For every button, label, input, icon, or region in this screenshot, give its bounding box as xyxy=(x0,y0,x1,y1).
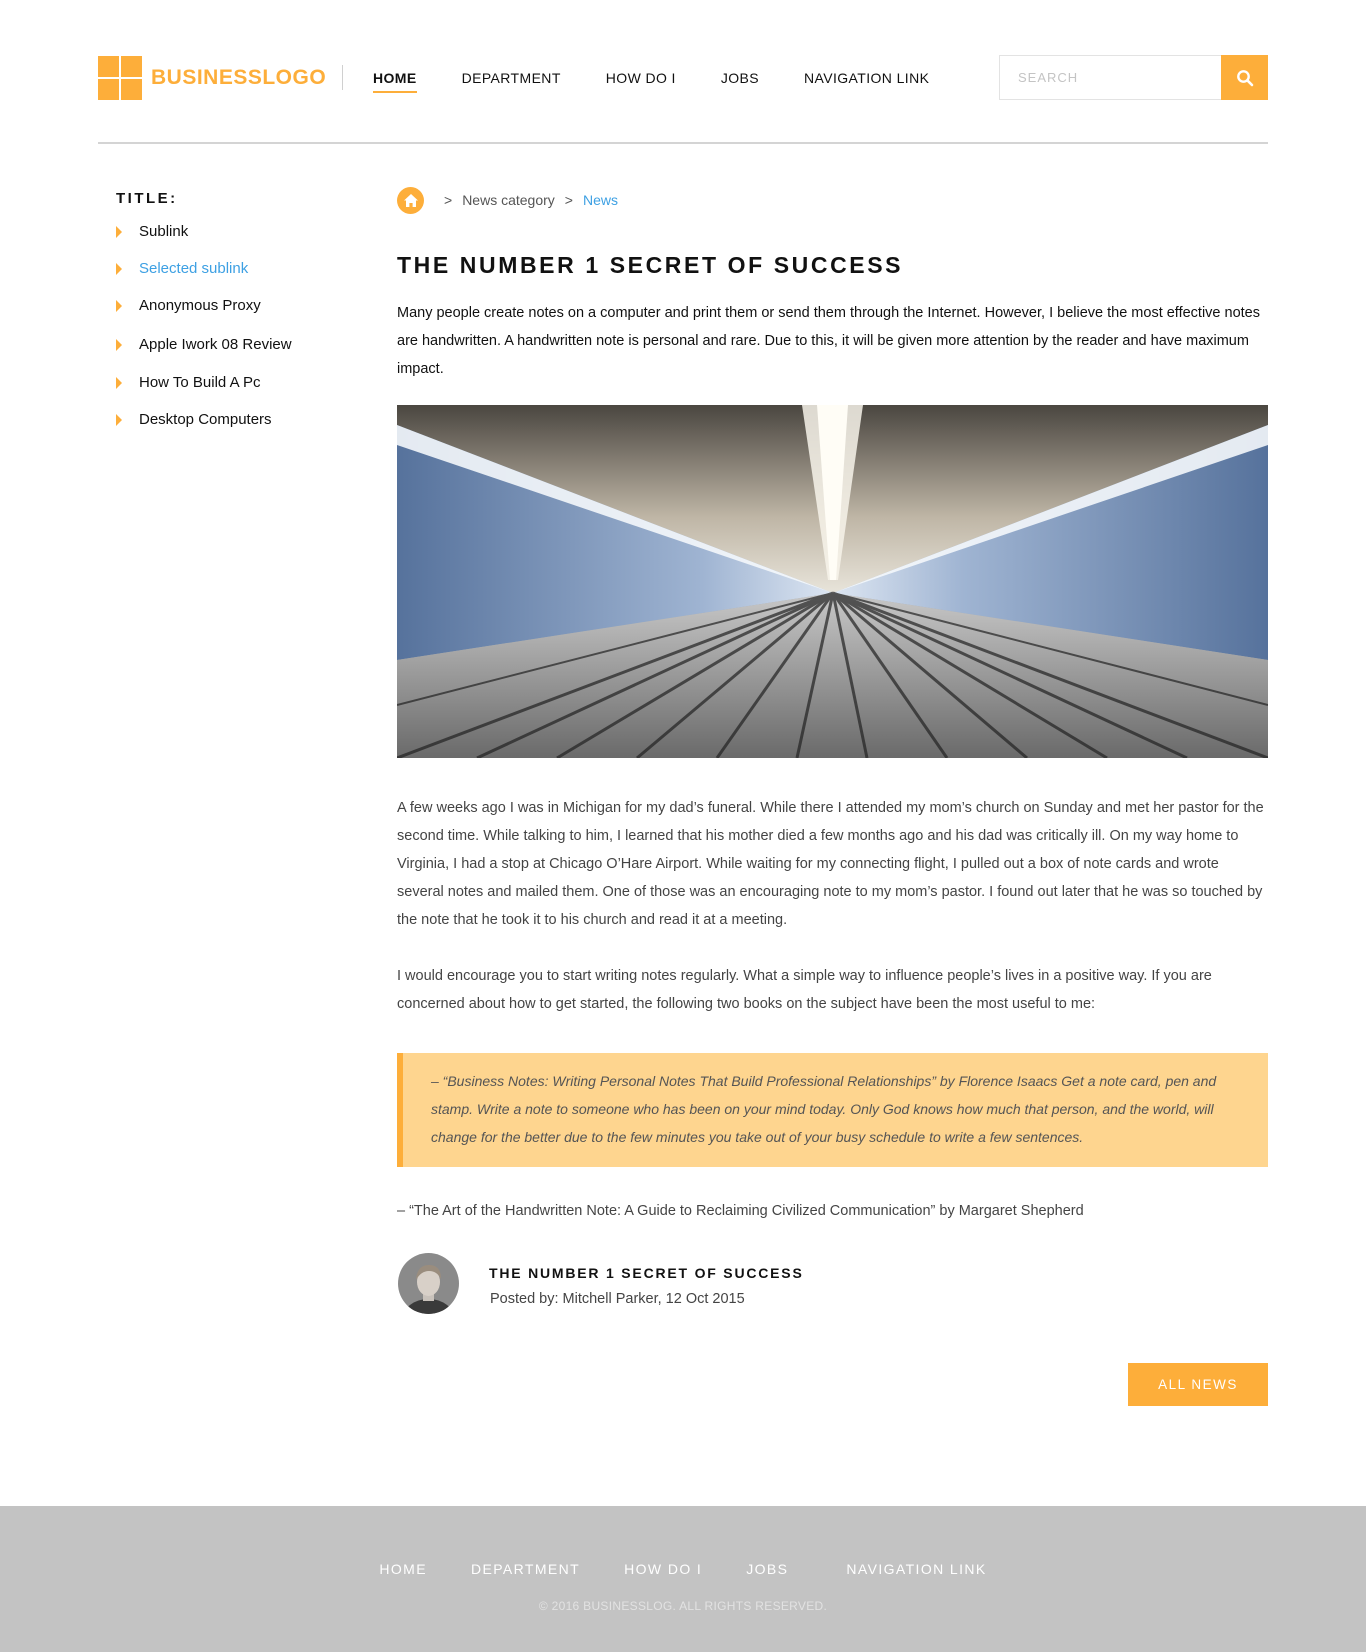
sidebar-item-label: Sublink xyxy=(139,223,189,240)
hero-image xyxy=(397,405,1268,758)
article-title: THE NUMBER 1 SECRET OF SUCCESS xyxy=(397,252,904,278)
sidebar-item-label: Apple Iwork 08 Review xyxy=(139,336,292,353)
sidebar-item-apple-iwork[interactable] xyxy=(116,336,356,376)
sidebar-item-desktop-computers[interactable] xyxy=(116,411,356,448)
sidebar-title: TITLE: xyxy=(116,190,178,207)
sidebar-item-label: How To Build A Pc xyxy=(139,374,261,391)
copyright: © 2016 BUSINESSLOG. ALL RIGHTS RESERVED. xyxy=(538,1599,828,1613)
logo-mark-icon xyxy=(98,56,142,100)
sidebar-item-label: Desktop Computers xyxy=(139,411,272,428)
sidebar-item-sublink[interactable] xyxy=(116,223,356,260)
breadcrumb-home[interactable] xyxy=(397,187,424,214)
sidebar-item-selected-sublink[interactable] xyxy=(116,260,356,297)
avatar xyxy=(398,1253,459,1314)
home-icon xyxy=(403,193,419,208)
nav-department[interactable]: DEPARTMENT xyxy=(461,70,561,86)
header-divider xyxy=(98,142,1268,144)
breadcrumb xyxy=(397,185,1268,215)
main-nav xyxy=(373,55,974,101)
article-paragraph: A few weeks ago I was in Michigan for my dad’s funeral. While there I attended my mom’s church on Sunday and met her pastor for the second time. While talking to him, I learned that his mother died a few months ago and his dad was critically ill. On my way home to Virginia, I had a stop at Chicago O’Hare Airport. While waiting for my connecting flight, I pulled out a box of note cards and wrote several notes and mailed them. One of those was an encouraging note to my mom’s pastor. I found out later that he was so touched by the note that he took it to his church and read it at a meeting. xyxy=(397,800,1264,928)
caret-right-icon xyxy=(116,263,122,275)
footer xyxy=(0,1506,1366,1652)
search-button[interactable] xyxy=(1221,55,1268,100)
all-news-button[interactable]: ALL NEWS xyxy=(1128,1363,1268,1406)
search-box xyxy=(999,55,1268,100)
header xyxy=(98,55,1268,101)
caret-right-icon xyxy=(116,226,122,238)
logo[interactable] xyxy=(98,55,326,101)
footer-nav-jobs[interactable]: JOBS xyxy=(746,1561,789,1577)
author-meta: Posted by: Mitchell Parker, 12 Oct 2015 xyxy=(490,1291,745,1307)
breadcrumb-separator: > xyxy=(564,192,573,208)
article-intro: Many people create notes on a computer and print them or send them through the Internet. However, I believe the most effective notes are handwritten. A handwritten note is personal and rare. Due to this, it will be given more attention by the reader and have maximum impact. xyxy=(397,305,1260,377)
caret-right-icon xyxy=(116,300,122,312)
sidebar xyxy=(116,190,356,448)
footer-nav-navigation-link[interactable]: NAVIGATION LINK xyxy=(846,1561,987,1577)
sidebar-item-label: Selected sublink xyxy=(139,260,249,277)
logo-text: BUSINESSLOGO xyxy=(151,66,327,89)
article-paragraph: I would encourage you to start writing notes regularly. What a simple way to influence people’s lives in a positive way. If you are concerned about how to get started, the following two books on the subject have been the most useful to me: xyxy=(397,968,1212,1012)
caret-right-icon xyxy=(116,414,122,426)
footer-nav-how-do-i[interactable]: HOW DO I xyxy=(624,1561,703,1577)
book-reference: – “The Art of the Handwritten Note: A Guide to Reclaiming Civilized Communication” by Margaret Shepherd xyxy=(397,1203,1084,1219)
footer-nav-home[interactable]: HOME xyxy=(379,1561,427,1577)
sidebar-item-build-a-pc[interactable] xyxy=(116,374,356,411)
search-icon xyxy=(1236,69,1254,87)
nav-navigation-link[interactable]: NAVIGATION LINK xyxy=(804,70,930,86)
author-post-title: THE NUMBER 1 SECRET OF SUCCESS xyxy=(489,1265,804,1281)
nav-home[interactable]: HOME xyxy=(373,66,417,90)
logo-divider xyxy=(342,65,343,90)
nav-how-do-i[interactable]: HOW DO I xyxy=(605,70,676,86)
footer-nav xyxy=(0,1561,1366,1577)
caret-right-icon xyxy=(116,377,122,389)
breadcrumb-category[interactable]: News category xyxy=(462,192,555,208)
sidebar-item-label: Anonymous Proxy xyxy=(139,297,261,314)
search-input[interactable] xyxy=(1000,56,1221,99)
author-card xyxy=(397,1253,1268,1315)
sidebar-item-anonymous-proxy[interactable] xyxy=(116,297,356,334)
breadcrumb-current: News xyxy=(582,192,618,208)
nav-jobs[interactable]: JOBS xyxy=(720,70,760,86)
quote-block: – “Business Notes: Writing Personal Notes That Build Professional Relationships” by Florence Isaacs Get a note card, pen and stamp. Write a note to someone who has been on your mind today. Only God knows how much that person, and the world, will change for the better due to the few minutes you take out of your busy schedule to write a few sentences. xyxy=(397,1053,1268,1167)
article xyxy=(397,185,1268,1392)
footer-nav-department[interactable]: DEPARTMENT xyxy=(470,1561,581,1577)
breadcrumb-separator: > xyxy=(444,192,453,208)
caret-right-icon xyxy=(116,339,122,351)
